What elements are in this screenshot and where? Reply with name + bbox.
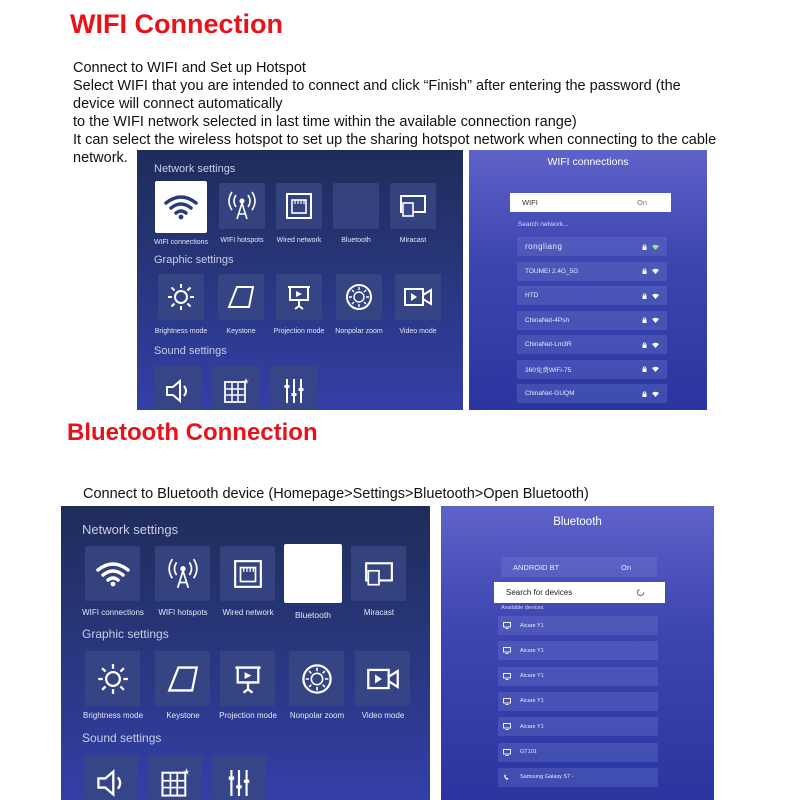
bt-tile-label-keystone: Keystone xyxy=(166,711,200,720)
bt-tile-label-video-mode: Video mode xyxy=(361,711,405,720)
bt-device-item[interactable] xyxy=(498,667,658,686)
wifi-signal-icon xyxy=(652,366,659,372)
bt-tile-miracast[interactable] xyxy=(351,546,406,601)
wifi-network-status xyxy=(642,317,659,323)
lock-icon xyxy=(642,366,647,372)
bt-settings-panel xyxy=(61,506,430,800)
equalizer-icon xyxy=(226,767,252,799)
bt-tile-label-wired-network: Wired network xyxy=(222,608,274,617)
keystone-icon xyxy=(227,284,255,310)
wifi-connections-panel xyxy=(469,150,707,410)
bt-tile-wifi-connections[interactable] xyxy=(85,546,140,601)
ethernet-icon xyxy=(233,559,263,589)
lock-icon xyxy=(642,342,647,348)
wifi-line-1: Connect to WIFI and Set up Hotspot xyxy=(73,60,306,76)
bt-device-item-name: Aicare Y1 xyxy=(520,647,544,654)
video-camera-icon xyxy=(403,286,433,308)
tile-label-brightness-mode: Brightness mode xyxy=(154,328,208,335)
tile-sound-grid[interactable] xyxy=(212,366,260,410)
bt-tile-nonpolar-zoom[interactable] xyxy=(289,651,344,706)
tile-wifi-hotspots[interactable] xyxy=(219,183,265,229)
sound-settings-header: Sound settings xyxy=(154,345,227,357)
hotspot-icon xyxy=(226,191,258,221)
bt-network-settings-header: Network settings xyxy=(82,522,179,537)
wifi-signal-icon xyxy=(652,244,659,250)
wifi-toggle-state: On xyxy=(636,198,647,207)
tile-label-projection-mode: Projection mode xyxy=(273,328,325,335)
bt-device-row[interactable] xyxy=(501,557,657,577)
bt-graphic-settings-header: Graphic settings xyxy=(82,627,169,641)
lock-icon xyxy=(642,391,647,397)
wifi-network-name: HTD xyxy=(525,292,539,299)
wifi-network-row[interactable] xyxy=(517,335,667,354)
monitor-icon xyxy=(503,698,511,705)
video-camera-icon xyxy=(366,666,400,692)
wifi-line-3: device will connect automatically xyxy=(73,96,283,112)
sound-grid-icon xyxy=(159,767,191,799)
bt-device-item[interactable] xyxy=(498,768,658,787)
keystone-icon xyxy=(167,664,199,694)
bt-device-item-name: GT101 xyxy=(520,749,537,755)
bt-tile-label-projection-mode: Projection mode xyxy=(219,711,277,720)
monitor-icon xyxy=(503,622,511,629)
lock-icon xyxy=(642,293,647,299)
bt-instructions: Connect to Bluetooth device (Homepage>Settings>Bluetooth>Open Bluetooth) xyxy=(83,486,589,502)
zoom-dial-icon xyxy=(344,282,374,312)
bt-tile-volume[interactable] xyxy=(83,755,138,800)
bt-tile-label-nonpolar-zoom: Nonpolar zoom xyxy=(289,711,345,720)
tile-label-wifi-hotspots: WIFI hotspots xyxy=(220,237,264,244)
tile-label-wifi-connections: WIFI connections xyxy=(153,239,209,246)
sun-icon xyxy=(167,283,195,311)
projection-icon xyxy=(285,283,313,311)
bt-device-item[interactable] xyxy=(498,641,658,660)
equalizer-icon xyxy=(282,377,306,405)
wifi-panel-title: WIFI connections xyxy=(547,156,629,168)
wifi-network-status xyxy=(642,366,659,372)
sound-grid-icon xyxy=(222,377,250,405)
wifi-network-status xyxy=(642,244,659,250)
tile-label-bluetooth: Bluetooth xyxy=(341,237,371,244)
bt-tile-label-wifi-connections: WIFI connections xyxy=(82,608,144,617)
tile-label-miracast: Miracast xyxy=(399,237,427,244)
bt-tile-keystone[interactable] xyxy=(155,651,210,706)
wifi-network-name: 360免费WiFi-75 xyxy=(525,366,572,374)
tile-wifi-connections[interactable] xyxy=(155,181,207,233)
wifi-section-title: WIFI Connection xyxy=(70,9,283,39)
zoom-dial-icon xyxy=(300,662,334,696)
tile-bluetooth[interactable] xyxy=(333,183,379,229)
bt-device-item[interactable] xyxy=(498,743,658,762)
bt-device-item-name: Aicare Y1 xyxy=(520,673,544,680)
bt-device-item-name: Aicare Y1 xyxy=(520,622,544,629)
bt-device-item[interactable] xyxy=(498,692,658,711)
bt-section-title: Bluetooth Connection xyxy=(67,419,318,446)
wifi-signal-icon xyxy=(652,268,659,274)
graphic-settings-header: Graphic settings xyxy=(154,254,234,266)
bt-search-button[interactable] xyxy=(494,582,665,603)
projection-icon xyxy=(232,663,264,695)
network-settings-header: Network settings xyxy=(154,163,236,175)
bt-device-item[interactable] xyxy=(498,616,658,635)
tile-label-nonpolar-zoom: Nonpolar zoom xyxy=(335,328,383,335)
bt-tile-wifi-hotspots[interactable] xyxy=(155,546,210,601)
wifi-network-row[interactable] xyxy=(517,384,667,403)
tile-miracast[interactable] xyxy=(390,183,436,229)
bt-search-label: Search for devices xyxy=(506,588,573,597)
bt-device-name: ANDROID BT xyxy=(513,562,560,572)
wifi-icon xyxy=(96,561,130,587)
wifi-network-status xyxy=(642,391,659,397)
bt-device-item-name: Aicare Y1 xyxy=(520,723,544,730)
bt-sound-settings-header: Sound settings xyxy=(82,731,162,745)
wifi-line-2: Select WIFI that you are intended to connect and click “Finish” after entering the password (the xyxy=(73,78,681,94)
bluetooth-panel xyxy=(441,506,714,800)
phone-icon xyxy=(503,774,511,781)
hotspot-icon xyxy=(166,558,200,590)
lock-icon xyxy=(642,268,647,274)
bt-tile-bluetooth[interactable] xyxy=(284,544,342,603)
bt-tile-brightness-mode[interactable] xyxy=(85,651,140,706)
wifi-network-row[interactable] xyxy=(517,311,667,330)
bt-tile-projection-mode[interactable] xyxy=(220,651,275,706)
lock-icon xyxy=(642,244,647,250)
bt-device-item-name: Aicare Y1 xyxy=(520,698,544,705)
wifi-signal-icon xyxy=(652,342,659,348)
wifi-network-row[interactable] xyxy=(517,237,667,256)
tile-volume[interactable] xyxy=(154,366,202,410)
sun-icon xyxy=(97,663,129,695)
bt-tile-label-wifi-hotspots: WIFI hotspots xyxy=(158,608,208,617)
tile-equalizer[interactable] xyxy=(270,366,318,410)
miracast-icon xyxy=(364,561,394,587)
bt-device-item[interactable] xyxy=(498,717,658,736)
monitor-icon xyxy=(503,723,511,730)
wifi-signal-icon xyxy=(652,293,659,299)
monitor-icon xyxy=(503,749,511,756)
bt-tile-label-miracast: Miracast xyxy=(363,608,395,617)
miracast-icon xyxy=(399,194,427,218)
wifi-line-6: network. xyxy=(73,150,128,166)
wifi-icon xyxy=(164,194,198,220)
tile-nonpolar-zoom[interactable] xyxy=(336,274,382,320)
wifi-network-row[interactable] xyxy=(517,286,667,305)
wifi-network-status xyxy=(642,293,659,299)
wifi-network-name: TOUMEI 2.4G_5G xyxy=(525,267,579,275)
wifi-line-4: to the WIFI network selected in last time within the available connection range) xyxy=(73,114,577,130)
bt-tile-video-mode[interactable] xyxy=(355,651,410,706)
spinner-icon xyxy=(636,588,645,597)
wifi-settings-panel xyxy=(137,150,463,410)
wifi-network-name: ChinaNet-Lm3R xyxy=(525,341,572,348)
bt-tile-label-bluetooth: Bluetooth xyxy=(295,610,331,620)
wifi-network-name: ChinaNet-4Psh xyxy=(525,316,570,324)
tile-label-keystone: Keystone xyxy=(226,328,256,335)
tile-brightness-mode[interactable] xyxy=(158,274,204,320)
tile-label-wired-network: Wired network xyxy=(276,237,322,244)
wifi-network-name: ChinaNet-GUQM xyxy=(525,390,575,397)
wifi-toggle-row[interactable] xyxy=(510,193,671,212)
bt-panel-title: Bluetooth xyxy=(553,516,602,528)
bt-tile-sound-grid[interactable] xyxy=(147,755,202,800)
monitor-icon xyxy=(503,647,511,654)
wifi-signal-icon xyxy=(652,317,659,323)
search-network-label[interactable]: Search network... xyxy=(518,221,569,228)
monitor-icon xyxy=(503,673,511,680)
tile-keystone[interactable] xyxy=(218,274,264,320)
wifi-signal-icon xyxy=(652,391,659,397)
bt-tile-equalizer[interactable] xyxy=(211,755,266,800)
available-devices-label: Available devices xyxy=(501,605,544,611)
bt-tile-label-brightness-mode: Brightness mode xyxy=(82,711,144,720)
wifi-line-5: It can select the wireless hotspot to set up the sharing hotspot network when connecting to the cable xyxy=(73,132,717,148)
bt-device-item-name: Samsung Galaxy S7 - xyxy=(520,774,574,781)
lock-icon xyxy=(642,317,647,323)
wifi-toggle-label: WIFI xyxy=(522,198,538,207)
speaker-icon xyxy=(164,377,192,405)
tile-label-video-mode: Video mode xyxy=(399,328,437,335)
wifi-network-row[interactable] xyxy=(517,360,667,379)
wifi-network-status xyxy=(642,342,659,348)
wifi-network-row[interactable] xyxy=(517,262,667,281)
tile-wired-network[interactable] xyxy=(276,183,322,229)
tile-video-mode[interactable] xyxy=(395,274,441,320)
wifi-network-name: rongliang xyxy=(525,242,563,251)
bt-state: On xyxy=(620,562,631,572)
tile-projection-mode[interactable] xyxy=(276,274,322,320)
wifi-network-status xyxy=(642,268,659,274)
speaker-icon xyxy=(95,767,127,799)
bt-tile-wired-network[interactable] xyxy=(220,546,275,601)
ethernet-icon xyxy=(285,192,313,220)
